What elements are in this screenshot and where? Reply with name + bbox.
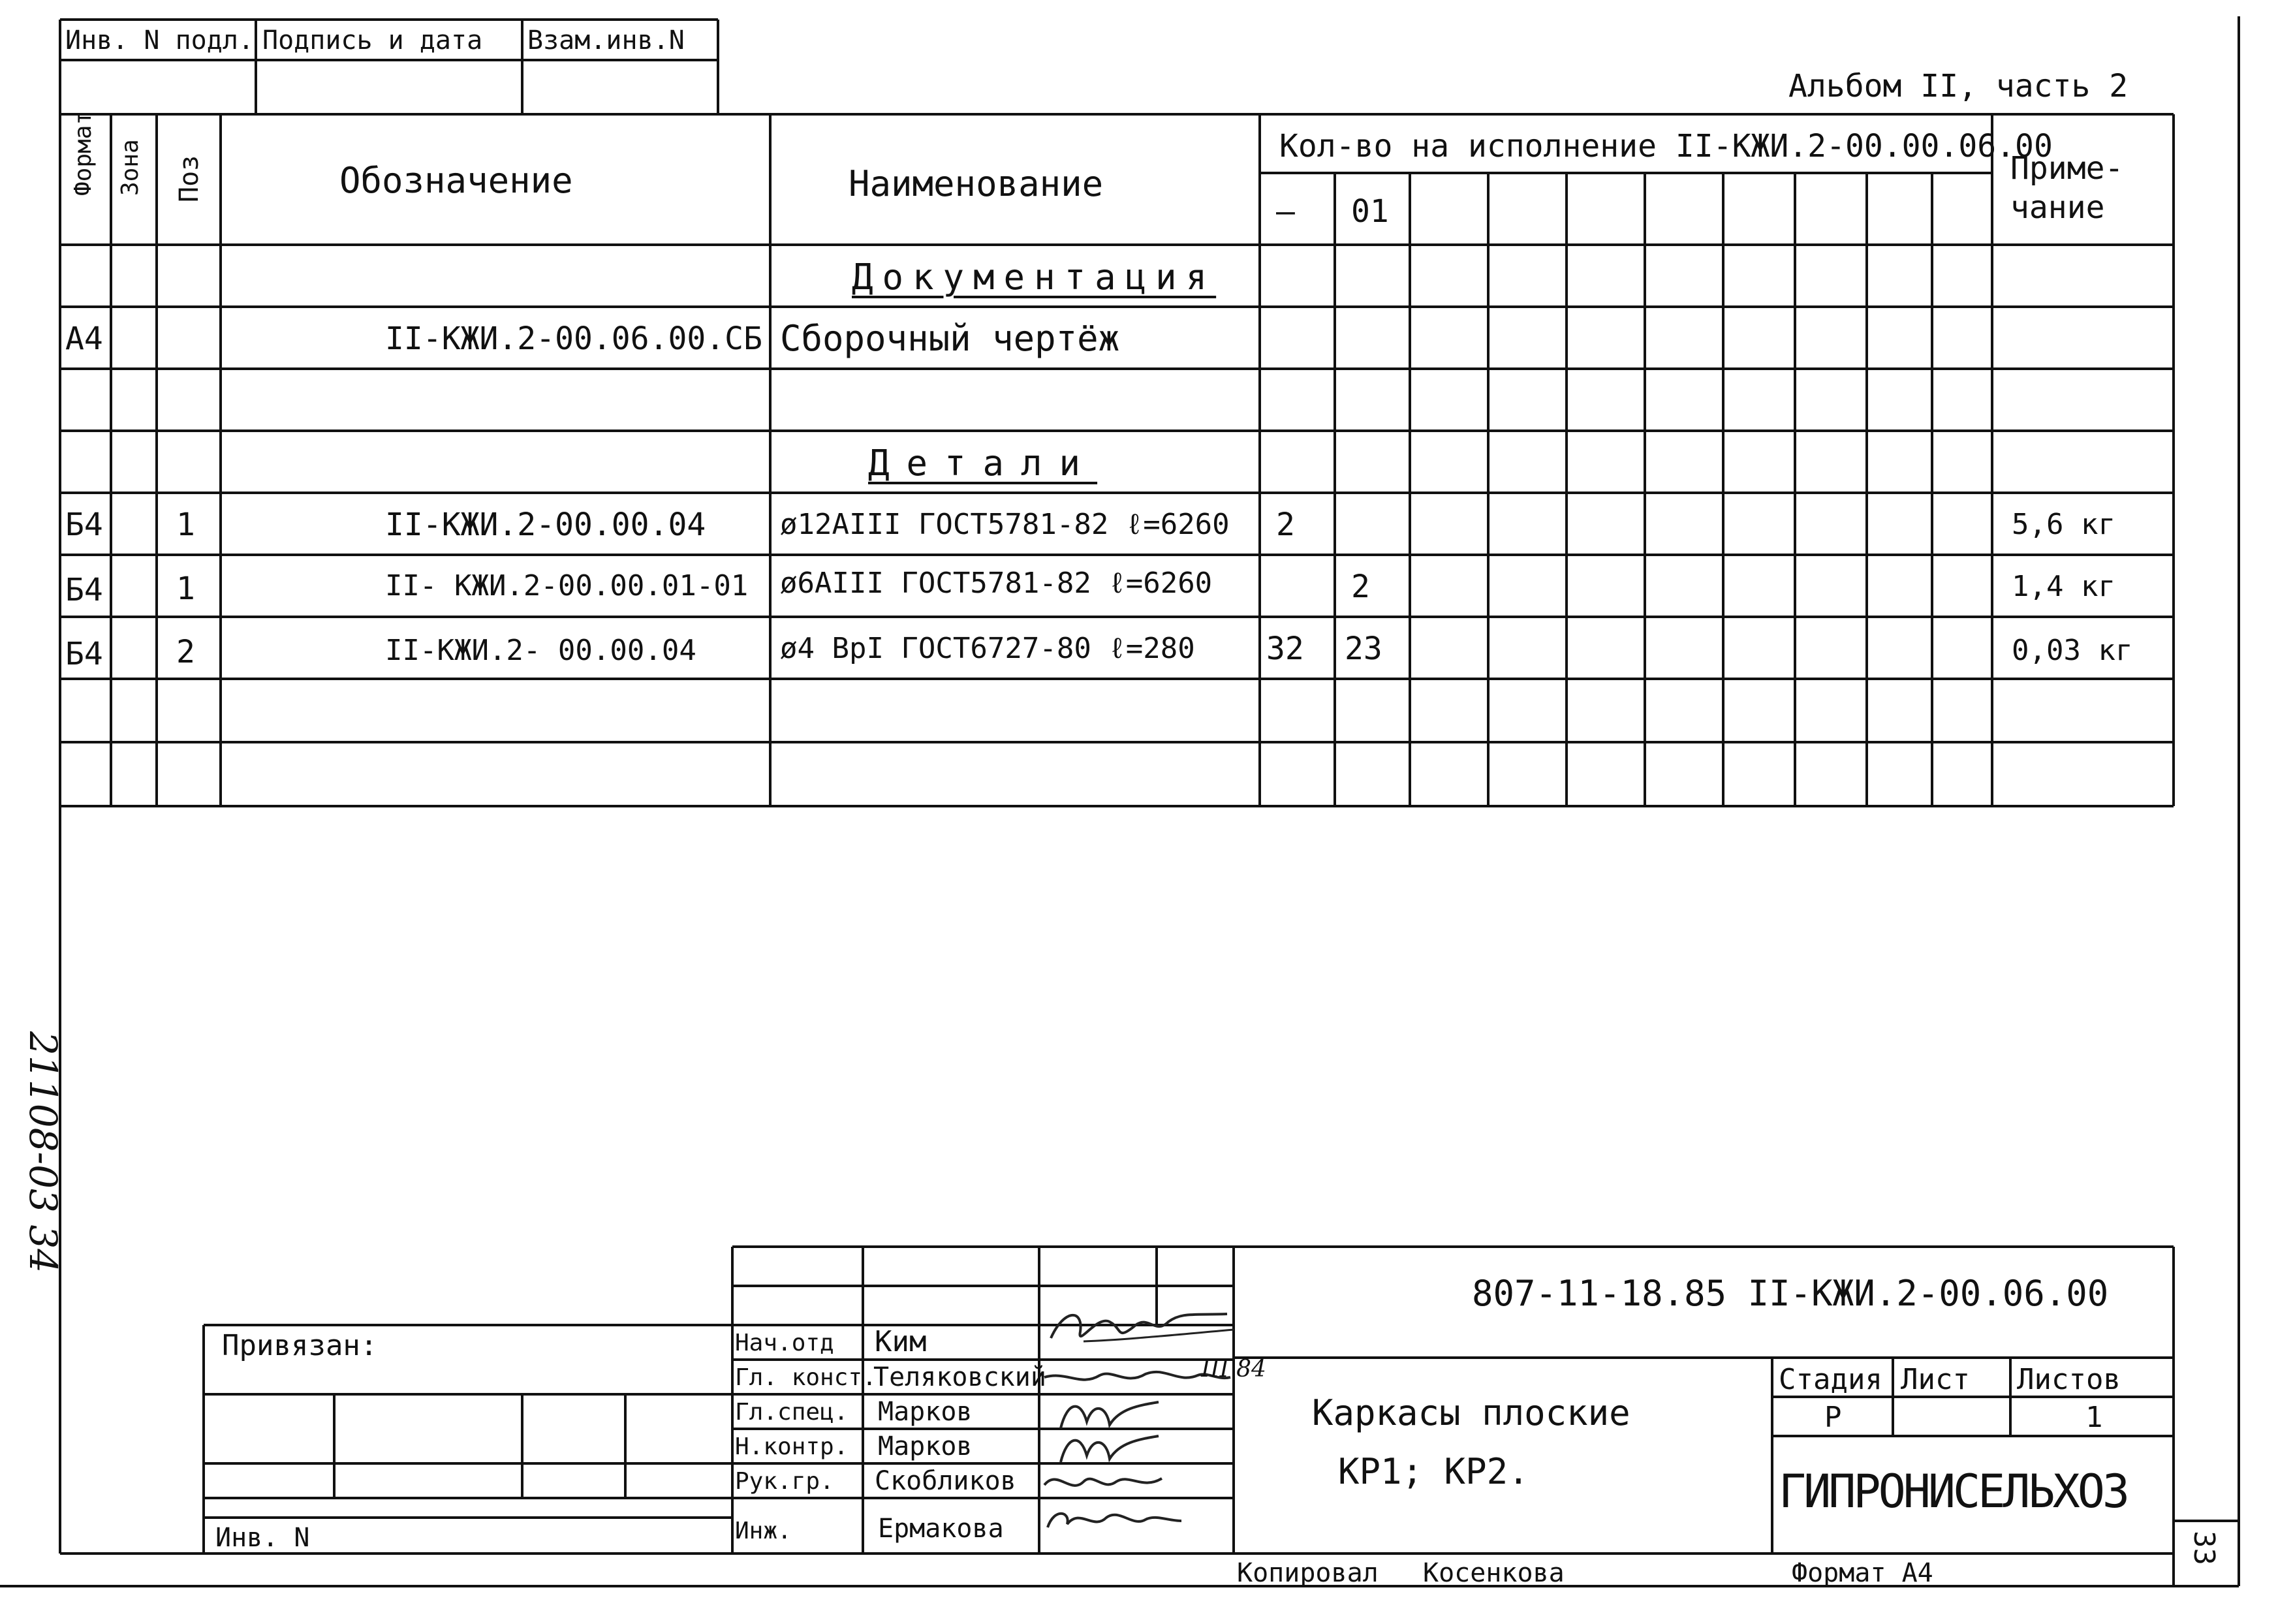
row-name: ø4 ВрI ГОСТ6727-80 ℓ=280 <box>780 632 1195 665</box>
title-line-1: Каркасы плоские <box>1312 1392 1630 1433</box>
stage-value: Р <box>1824 1401 1842 1434</box>
row-name: Сборочный чертёж <box>780 318 1120 359</box>
row-pos: 2 <box>176 634 195 670</box>
row-format: Б4 <box>65 636 103 672</box>
row-pos: 1 <box>176 570 195 607</box>
row-designation: II-КЖИ.2- 00.00.04 <box>385 634 696 667</box>
row-designation: II-КЖИ.2-00.06.00.СБ <box>385 320 762 357</box>
row-qty-2: 2 <box>1351 569 1370 605</box>
sheet-label: Лист <box>1901 1363 1970 1396</box>
header-note: Приме- чание <box>2010 150 2124 226</box>
row-qty-1: 32 <box>1266 631 1304 667</box>
role-label: Нач.отд <box>735 1330 834 1356</box>
organization-name: ГИПРОНИСЕЛЬХОЗ <box>1779 1465 2128 1518</box>
row-format: Б4 <box>65 507 103 543</box>
header-designation: Обозначение <box>339 160 573 201</box>
role-label: Гл. конст. <box>735 1364 877 1391</box>
header-zone: Зона <box>117 139 144 196</box>
signature-kim <box>1044 1302 1240 1354</box>
row-note: 1,4 кг <box>2012 570 2115 603</box>
signature-skoblikov <box>1038 1465 1168 1498</box>
signature-markov-2 <box>1048 1429 1165 1469</box>
role-person: Теляковский <box>873 1362 1046 1392</box>
stamp-inv-label: Инв. N подл. <box>65 25 254 55</box>
header-qty-title: Кол-во на исполнение II-КЖИ.2-00.00.06.00 <box>1279 128 2053 164</box>
stamp-signature-label: Подпись и дата <box>262 25 483 55</box>
row-note: 5,6 кг <box>2012 508 2115 541</box>
title-line-2: КР1; КР2. <box>1338 1451 1529 1492</box>
row-designation: II-КЖИ.2-00.00.04 <box>385 507 706 543</box>
role-person: Ким <box>875 1325 927 1358</box>
role-label: Н.контр. <box>735 1433 849 1460</box>
header-name: Наименование <box>849 163 1104 204</box>
section-documentation: Документация <box>852 257 1217 298</box>
row-format: А4 <box>65 320 103 357</box>
role-person: Ермакова <box>878 1514 1004 1544</box>
role-label: Гл.спец. <box>735 1399 849 1426</box>
role-person: Скобликов <box>875 1466 1016 1496</box>
signature-ermakova <box>1041 1501 1185 1537</box>
bound-label: Привязан: <box>222 1329 378 1362</box>
role-person: Марков <box>878 1397 973 1427</box>
row-name: ø12АIII ГОСТ5781-82 ℓ=6260 <box>780 508 1230 541</box>
sheet-format: Формат А4 <box>1792 1558 1933 1588</box>
stamp-replace-label: Взам.инв.N <box>527 25 685 55</box>
header-qty-col-2: 01 <box>1351 193 1389 230</box>
role-label: Рук.гр. <box>735 1468 834 1495</box>
copied-label: Копировал <box>1237 1558 1379 1588</box>
row-pos: 1 <box>176 507 195 543</box>
row-qty-1: 2 <box>1276 507 1295 543</box>
header-format: Формат <box>70 110 97 196</box>
row-note: 0,03 кг <box>2012 634 2133 667</box>
row-name: ø6АIII ГОСТ5781-82 ℓ=6260 <box>780 567 1213 600</box>
role-label: Инж. <box>735 1518 792 1544</box>
stage-label: Стадия <box>1779 1363 1882 1396</box>
sheets-value: 1 <box>2085 1401 2103 1434</box>
row-qty-2: 23 <box>1345 631 1382 667</box>
sheets-label: Листов <box>2017 1363 2121 1396</box>
row-designation: II- КЖИ.2-00.00.01-01 <box>385 569 749 602</box>
header-pos: Поз <box>174 155 204 202</box>
header-qty-col-1: — <box>1276 193 1295 230</box>
copier-name: Косенкова <box>1423 1558 1565 1588</box>
row-format: Б4 <box>65 572 103 608</box>
document-code: 807-11-18.85 II-КЖИ.2-00.06.00 <box>1472 1273 2109 1314</box>
side-archive-number: 21108-03 34 <box>21 1031 65 1273</box>
section-parts: Детали <box>868 443 1098 484</box>
page-number: 33 <box>2187 1531 2221 1565</box>
album-label: Альбом II, часть 2 <box>1788 68 2129 104</box>
role-person: Марков <box>878 1431 973 1461</box>
signature-markov-1 <box>1048 1396 1165 1435</box>
signature-date: III 84 <box>1201 1356 1266 1382</box>
inv-label: Инв. N <box>215 1523 310 1553</box>
